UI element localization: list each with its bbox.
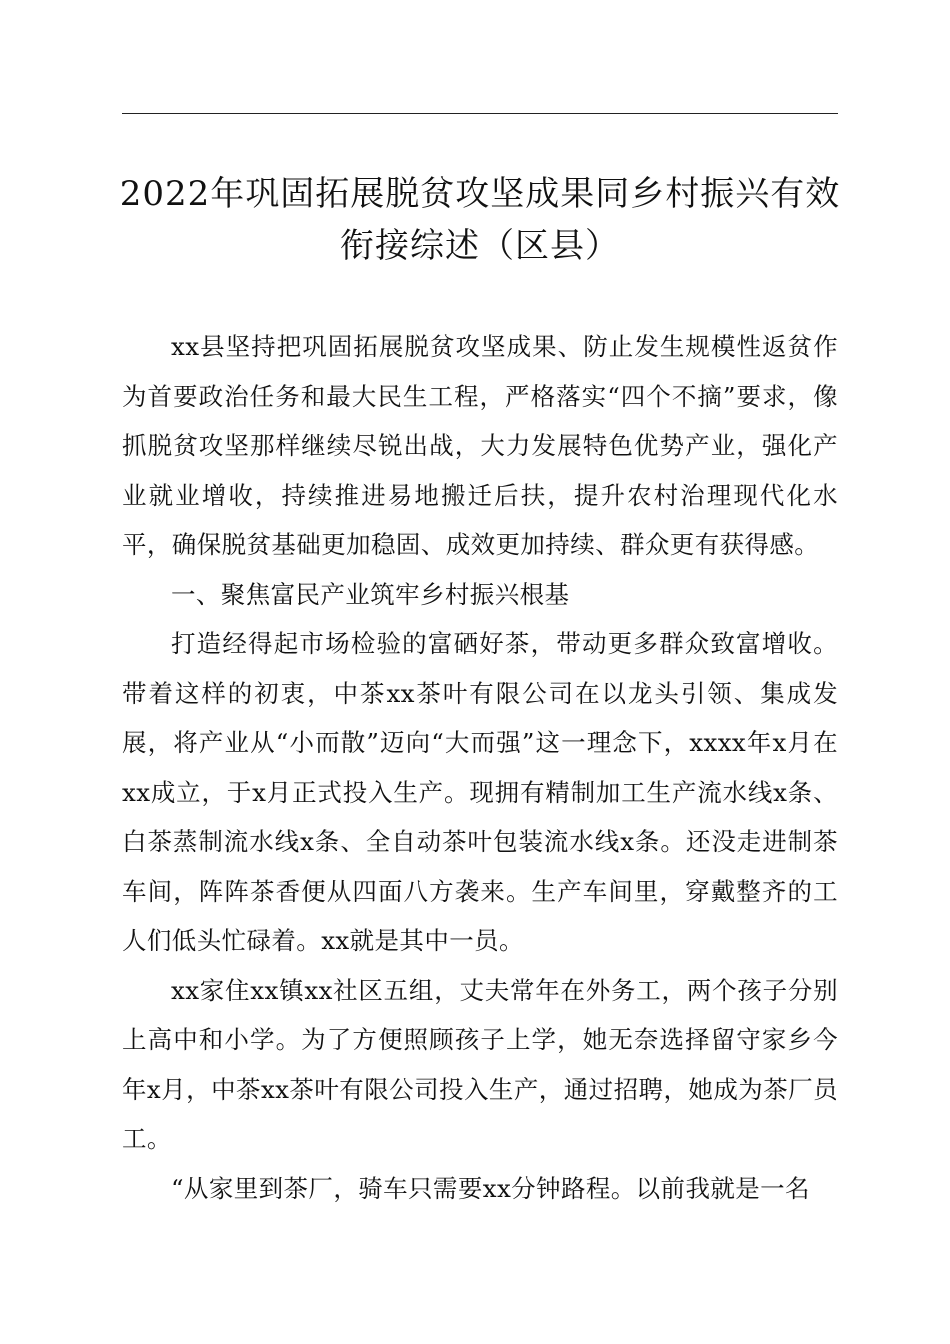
document-title	[110, 168, 850, 272]
paragraph-tea-company: 打造经得起市场检验的富硒好茶，带动更多群众致富增收。带着这样的初衷，中茶xx茶叶有限公司在以龙头引领、集成发展，将产业从“小而散”迈向“大而强”这一理念下，xxxx年x月在xx成立，于x月正式投入生产。现拥有精制加工生产流水线x条、白茶蒸制流水线x条、全自动茶叶包装流水线x条。还没走进制茶车间，阵阵茶香便从四面八方袭来。生产车间里，穿戴整齐的工人们低头忙碌着。xx就是其中一员。	[122, 629, 838, 955]
header-rule	[122, 113, 838, 114]
paragraph-intro: xx县坚持把巩固拓展脱贫攻坚成果、防止发生规模性返贫作为首要政治任务和最大民生工程，严格落实“四个不摘”要求，像抓脱贫攻坚那样继续尽锐出战，大力发展特色优势产业，强化产业就业增收，持续推进易地搬迁后扶，提升农村治理现代化水平，确保脱贫基础更加稳固、成效更加持续、群众更有获得感。	[122, 332, 838, 559]
section-heading-1: 一、聚焦富民产业筑牢乡村振兴根基	[171, 579, 570, 609]
paragraph-quote: “从家里到茶厂，骑车只需要xx分钟路程。以前我就是一名	[171, 1173, 810, 1203]
document-body	[122, 322, 838, 1213]
title-line-2: 衔接综述（区县）	[340, 226, 620, 266]
paragraph-worker-story: xx家住xx镇xx社区五组，丈夫常年在外务工，两个孩子分别上高中和小学。为了方便照顾孩子上学，她无奈选择留守家乡今年x月，中茶xx茶叶有限公司投入生产，通过招聘，她成为茶厂员工。	[122, 975, 838, 1153]
title-line-1: 2022年巩固拓展脱贫攻坚成果同乡村振兴有效	[119, 174, 841, 214]
